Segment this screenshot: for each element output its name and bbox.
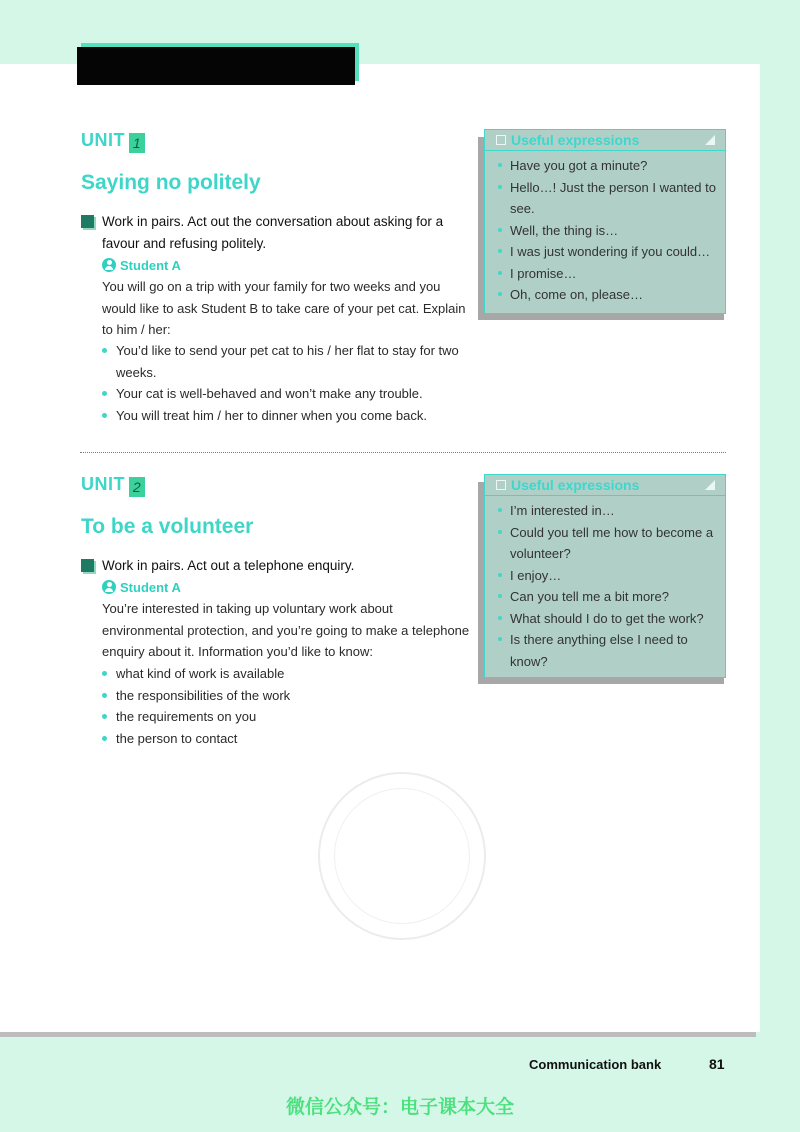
task-text: Work in pairs. Act out a telephone enquiry. xyxy=(102,558,355,573)
unit-1-label xyxy=(81,130,145,153)
list-item: what kind of work is available xyxy=(102,663,462,685)
unit-2-useful-expressions xyxy=(484,474,726,678)
page-number: 81 xyxy=(709,1056,725,1072)
wechat-watermark: 微信公众号：电子课本大全 xyxy=(285,1097,514,1118)
task-text: Work in pairs. Act out the conversation about asking for a favour and refusing politely. xyxy=(102,214,444,251)
corner-triangle-icon xyxy=(705,480,715,490)
task-square-icon xyxy=(81,559,94,572)
list-item: the responsibilities of the work xyxy=(102,685,462,707)
student-label-text: Student A xyxy=(120,258,181,273)
student-label-text: Student A xyxy=(120,580,181,595)
unit-2-description: You’re interested in taking up voluntary work about environmental protection, and you’re going to make a telephone enquiry about it. Information you’d like to know: xyxy=(102,601,470,659)
person-icon xyxy=(102,258,116,272)
list-item: I enjoy… xyxy=(496,565,725,587)
section-divider xyxy=(80,452,726,453)
list-item: Your cat is well-behaved and won’t make any trouble. xyxy=(102,383,462,405)
unit-label-text: UNIT xyxy=(81,474,125,494)
list-item: Can you tell me a bit more? xyxy=(496,586,725,608)
expressions-heading-text: Useful expressions xyxy=(511,132,640,148)
list-item: Oh, come on, please… xyxy=(496,284,725,306)
header-bar xyxy=(77,47,355,85)
unit-2-label xyxy=(81,474,145,497)
unit-1-useful-expressions xyxy=(484,129,726,314)
expressions-list xyxy=(485,496,725,672)
unit-1-student-label xyxy=(102,258,181,273)
unit-number-badge: 1 xyxy=(129,133,145,153)
list-item: What should I do to get the work? xyxy=(496,608,725,630)
unit-2-student-label xyxy=(102,580,181,595)
list-item: Well, the thing is… xyxy=(496,220,725,242)
list-item: You will treat him / her to dinner when you come back. xyxy=(102,405,462,427)
list-item: the requirements on you xyxy=(102,706,462,728)
unit-number-badge: 2 xyxy=(129,477,145,497)
unit-2-task xyxy=(81,555,461,577)
list-item: Could you tell me how to become a volunteer? xyxy=(496,522,725,565)
list-item: I promise… xyxy=(496,263,725,285)
page-shadow xyxy=(0,1032,756,1037)
checkbox-icon xyxy=(496,135,506,145)
unit-1-description: You will go on a trip with your family for two weeks and you would like to ask Student B to take care of your pet cat. Explain to him / her: xyxy=(102,279,466,337)
list-item: Hello…! Just the person I wanted to see. xyxy=(496,177,725,220)
unit-2-bullets xyxy=(102,663,462,749)
list-item: I’m interested in… xyxy=(496,500,725,522)
expressions-heading xyxy=(485,475,725,496)
unit-1-task xyxy=(81,211,461,254)
expressions-list xyxy=(485,151,725,306)
unit-2-title: To be a volunteer xyxy=(81,515,254,538)
expressions-heading xyxy=(485,130,725,151)
list-item: Is there anything else I need to know? xyxy=(496,629,725,672)
task-square-icon xyxy=(81,215,94,228)
publisher-seal-watermark xyxy=(318,772,486,940)
corner-triangle-icon xyxy=(705,135,715,145)
person-icon xyxy=(102,580,116,594)
list-item: You’d like to send your pet cat to his / her flat to stay for two weeks. xyxy=(102,340,462,383)
unit-1-title: Saying no politely xyxy=(81,171,261,194)
list-item: I was just wondering if you could… xyxy=(496,241,725,263)
unit-label-text: UNIT xyxy=(81,130,125,150)
expressions-heading-text: Useful expressions xyxy=(511,477,640,493)
list-item: Have you got a minute? xyxy=(496,155,725,177)
footer-section-label: Communication bank xyxy=(529,1057,662,1072)
unit-1-bullets xyxy=(102,340,462,426)
checkbox-icon xyxy=(496,480,506,490)
list-item: the person to contact xyxy=(102,728,462,750)
